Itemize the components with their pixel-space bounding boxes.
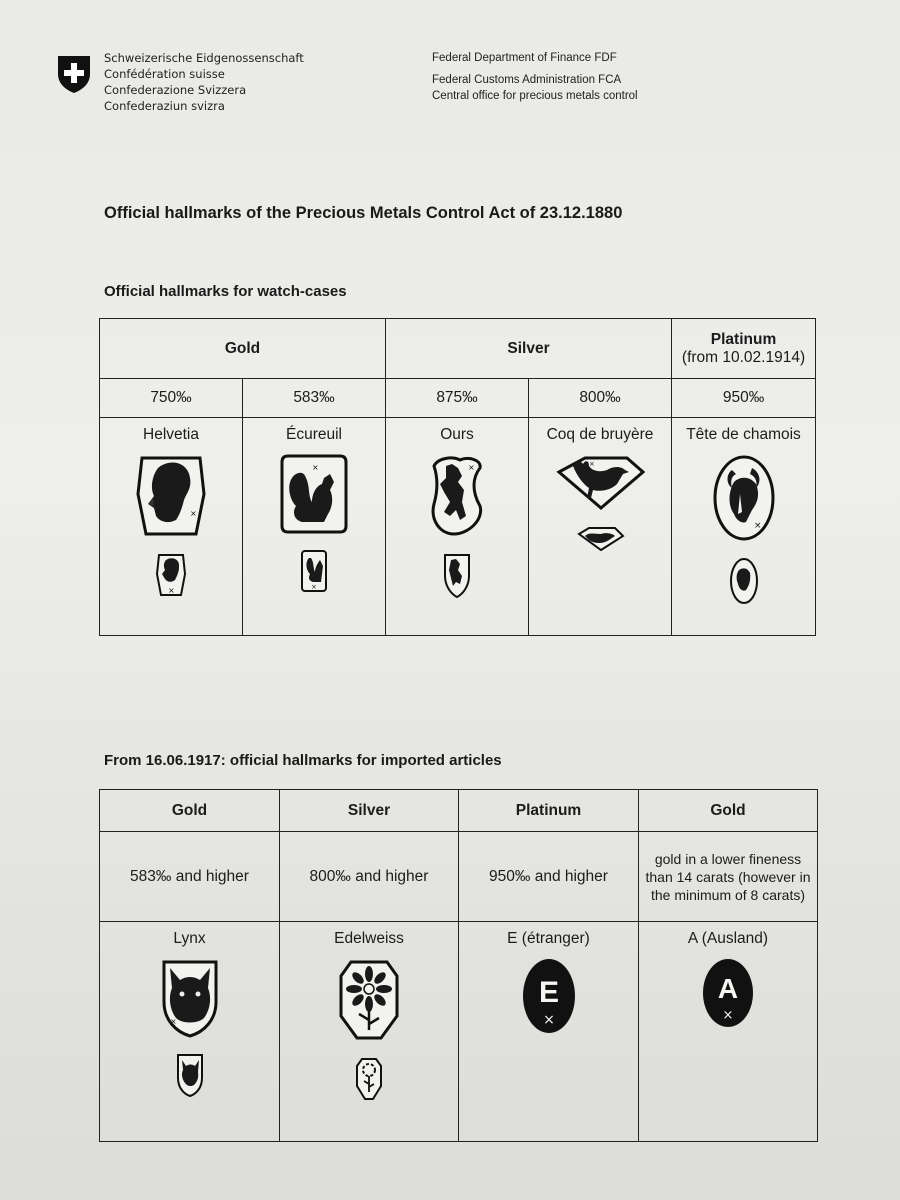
bear-icon [428, 454, 486, 538]
hallmark-cell [100, 418, 243, 636]
grouse-small-icon [575, 526, 625, 552]
group-gold: Gold [100, 319, 386, 379]
platinum-date-note: (from 10.02.1914) [681, 348, 806, 366]
hallmark-cell [639, 922, 818, 1142]
department-name: Federal Department of Finance FDF [432, 52, 617, 64]
helvetia-head-small-icon [155, 552, 187, 598]
fineness-cell: 800‰ [529, 379, 672, 418]
lynx-icon [160, 958, 220, 1038]
hallmark-cell [280, 922, 459, 1142]
squirrel-icon [278, 454, 350, 534]
hallmark-name: Ours [440, 426, 474, 443]
a-mark-letter: A [717, 973, 739, 1004]
helvetia-head-icon [136, 454, 206, 538]
metal-header: Silver [280, 790, 459, 832]
hallmark-cell [100, 922, 280, 1142]
confederation-line: Confederaziun svizra [104, 99, 225, 113]
fineness-cell: 950‰ [672, 379, 816, 418]
svg-text:×: × [168, 586, 175, 595]
e-mark-letter: E [538, 976, 559, 1009]
group-silver: Silver [386, 319, 672, 379]
imported-articles-hallmarks-table [99, 789, 818, 1142]
letterhead [56, 50, 856, 120]
group-platinum [672, 319, 816, 379]
metal-header: Gold [639, 790, 818, 832]
confederation-line: Confederazione Svizzera [104, 83, 247, 97]
lynx-small-icon [175, 1052, 205, 1098]
administration-name: Federal Customs Administration FCA [432, 74, 622, 86]
chamois-head-icon [712, 454, 776, 542]
svg-text:×: × [311, 583, 317, 591]
group-platinum-label: Platinum [710, 330, 777, 348]
grouse-icon [555, 454, 645, 512]
e-mark-icon [522, 958, 576, 1034]
section-title-imported-articles: From 16.06.1917: official hallmarks for imported articles [104, 752, 502, 769]
department-block [432, 50, 638, 104]
fineness-cell: 750‰ [100, 379, 243, 418]
svg-text:×: × [753, 521, 762, 531]
section-title-watch-cases: Official hallmarks for watch-cases [104, 283, 347, 300]
office-name: Central office for precious metals control [432, 90, 638, 102]
fineness-cell: 950‰ and higher [459, 832, 639, 922]
svg-text:×: × [468, 463, 475, 472]
svg-text:×: × [589, 460, 595, 468]
fineness-cell: 583‰ [243, 379, 386, 418]
chamois-head-small-icon [728, 556, 760, 606]
hallmark-cell [386, 418, 529, 636]
confederation-names [104, 50, 304, 114]
a-mark-icon [702, 958, 754, 1028]
fineness-cell: gold in a lower fineness than 14 carats (however in the minimum of 8 carats) [639, 832, 818, 922]
fineness-cell: 583‰ and higher [100, 832, 280, 922]
hallmark-cell [243, 418, 386, 636]
fineness-cell: 800‰ and higher [280, 832, 459, 922]
hallmark-name: Écureuil [286, 426, 342, 443]
swiss-coat-of-arms-icon [56, 54, 92, 94]
hallmark-name: A (Ausland) [687, 930, 769, 947]
svg-text:×: × [722, 1008, 734, 1023]
edelweiss-small-icon [355, 1056, 383, 1102]
svg-text:×: × [542, 1012, 555, 1028]
fineness-cell: 875‰ [386, 379, 529, 418]
svg-text:×: × [190, 509, 197, 518]
metal-header: Platinum [459, 790, 639, 832]
svg-text:×: × [169, 1017, 177, 1026]
hallmark-name: Edelweiss [334, 930, 404, 947]
hallmark-name: E (étranger) [507, 930, 590, 947]
hallmark-name: Coq de bruyère [546, 426, 654, 443]
metal-header: Gold [100, 790, 280, 832]
hallmark-name: Tête de chamois [686, 426, 801, 443]
hallmark-name: Helvetia [143, 426, 199, 443]
edelweiss-icon [337, 958, 401, 1042]
bear-small-icon [442, 552, 472, 600]
svg-text:×: × [312, 463, 319, 472]
squirrel-small-icon [299, 548, 329, 594]
hallmark-name: Lynx [173, 930, 206, 947]
confederation-line: Confédération suisse [104, 67, 225, 81]
document-title: Official hallmarks of the Precious Metals Control Act of 23.12.1880 [104, 204, 623, 222]
confederation-line: Schweizerische Eidgenossenschaft [104, 51, 304, 65]
hallmark-cell [672, 418, 816, 636]
hallmark-cell [459, 922, 639, 1142]
watch-case-hallmarks-table [99, 318, 816, 636]
hallmark-cell [529, 418, 672, 636]
